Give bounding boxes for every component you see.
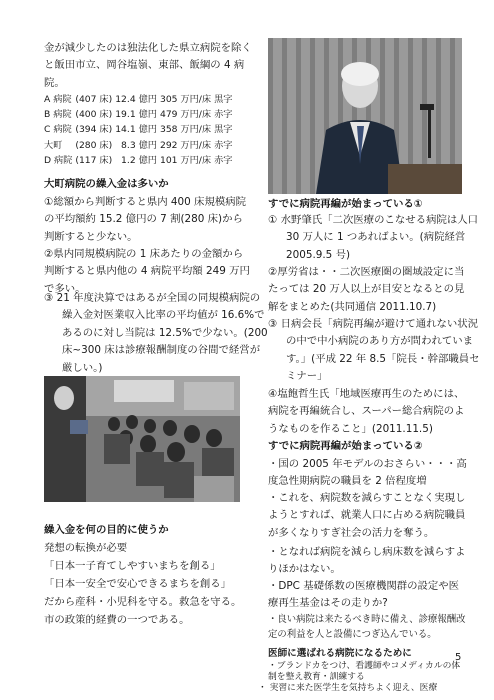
table-cell: (394 床) <box>75 124 113 136</box>
table-cell: 赤字 <box>214 139 233 151</box>
list-item: ①総額から判断すると県内 400 床規模病院の平均額約 15.2 億円の 7 割(280 床)から判断すると少ない。 <box>44 196 247 243</box>
text-line: だから産科・小児科を守る。救急を守る。 <box>44 596 242 608</box>
table-cell: 479 万円/床 <box>159 109 212 121</box>
text-line: 市の政策的経費の一つである。 <box>44 614 190 626</box>
table-cell: 赤字 <box>214 154 233 166</box>
table-row <box>44 153 235 168</box>
table-cell: 305 万円/床 <box>159 94 212 105</box>
table-cell: (407 床) <box>75 94 113 105</box>
text-line: 発想の転換が必要 <box>44 542 128 554</box>
table-cell: 大町 <box>44 139 63 151</box>
hospital-subsidy-table <box>44 92 235 168</box>
list-item: ③ 日病会長「病院再編が避けて通れない状況の中で中小病院のあり方が問われています。」(平成 22 年 8.5「院長・幹部職員セミナー」 <box>268 318 480 383</box>
list-item: ④塩飽哲生氏「地域医療再生のためには、病院を再編統合し、スーパー総合病院のようなものを作ること」(2011.11.5) <box>268 388 465 435</box>
table-row <box>44 107 235 122</box>
text-line: 「日本一子育てしやすいまちを創る」 <box>44 560 221 572</box>
table-row <box>44 122 235 137</box>
table-cell: 赤字 <box>214 109 233 121</box>
table-cell: B 病院 <box>44 109 72 121</box>
table-cell: (117 床) <box>75 154 113 166</box>
speaker-photo <box>268 38 462 194</box>
list-item: ・国の 2005 年モデルのおさらい・・・高度急性期病院の職員を 2 倍程度増 <box>268 458 467 488</box>
list-item: ・これを、病院数を減らすことなく実現しようとすれば、就業人口に占める病院職員が多くなりすぎ社会の活力を奪う。 <box>268 492 466 539</box>
section-heading-subsidy-purpose: 繰入金を何の目的に使うか <box>44 524 169 536</box>
table-cell: C 病院 <box>44 124 72 136</box>
speaker-photo-image <box>268 38 462 194</box>
seminar-audience-photo <box>44 376 240 502</box>
list-item: ②厚労省は・・二次医療圏の圏域設定に当たっては 20 万人以上が目安となるとの見解をまとめた(共同通信 2011.10.7) <box>268 266 465 313</box>
list-item: ②県内同規模病院の 1 床あたりの金額から判断すると県内他の 4 病院平均額 249 万円で多い。 <box>44 248 250 295</box>
table-cell: (400 床) <box>75 109 113 121</box>
section-heading-reorg-2: すでに病院再編が始まっている② <box>268 440 423 452</box>
list-item: ③ 21 年度決算ではあるが全国の同規模病院の繰入金対医業収入比率の平均値が 16.6%であるのに対し当院は 12.5%で少ない。(200 床~300 床は診療報酬制度の谷間で経営が厳しい。) <box>44 292 268 374</box>
list-item: ① 水野肇氏「二次医療のこなせる病院は人口 30 万人に 1 つあればよい。(病院経営 2005.9.5 号) <box>268 214 479 261</box>
text-line: 「日本一安全で安心できるまちを創る」 <box>44 578 232 590</box>
intro-paragraph: 金が減少したのは独法化した県立病院を除く と飯田市立、岡谷塩嶺、東部、飯綱の 4 病院。 <box>44 42 252 89</box>
table-cell: (280 床) <box>75 139 113 151</box>
table-cell: 1.2 億円 <box>121 154 157 166</box>
list-item: ・ 実習に来た医学生を気持ちよく迎え、医療 <box>258 683 438 693</box>
table-cell: 12.4 億円 <box>115 94 157 105</box>
table-cell: 358 万円/床 <box>159 124 212 136</box>
table-row <box>44 138 235 153</box>
list-item: ・良い病院は来たるべき時に備え、診療報酬改定の利益を人と設備につぎ込んでいる。 <box>268 614 466 640</box>
section-heading-reorg-1: すでに病院再編が始まっている① <box>268 198 423 210</box>
table-cell: A 病院 <box>44 94 72 105</box>
table-cell: 292 万円/床 <box>159 139 212 151</box>
table-cell: 8.3 億円 <box>121 139 157 151</box>
table-cell: D 病院 <box>44 154 73 166</box>
list-item: ・ブランドカをつけ、看護師やコメディカルの体制を整え教育・訓練する <box>268 661 461 682</box>
list-item: ・となれば病院を減らし病床数を減らすよりほかはない。 <box>268 546 466 576</box>
table-row <box>44 92 235 107</box>
table-cell: 黒字 <box>214 94 233 105</box>
list-item: ・DPC 基礎係数の医療機関群の設定や医療再生基金はその走りか? <box>268 580 460 610</box>
page-number: 5 <box>455 652 462 663</box>
table-cell: 黒字 <box>214 124 233 136</box>
seminar-photo-image <box>44 376 240 502</box>
section-heading-omachi-subsidy: 大町病院の繰入金は多いか <box>44 178 169 190</box>
table-cell: 14.1 億円 <box>115 124 157 136</box>
table-cell: 101 万円/床 <box>159 154 212 166</box>
table-cell: 19.1 億円 <box>115 109 157 121</box>
section-heading-chosen-by-doctors: 医師に選ばれる病院になるために <box>268 648 412 659</box>
